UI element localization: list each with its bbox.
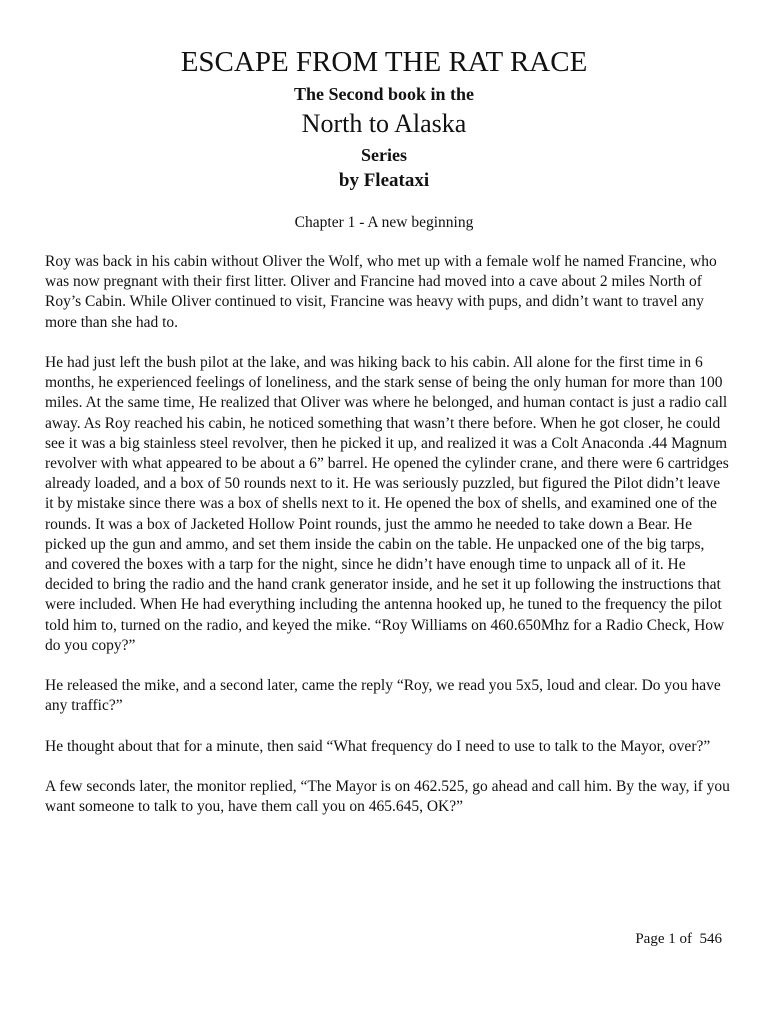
paragraph: He had just left the bush pilot at the lake, and was hiking back to his cabin. All alone for the first time in 6 months, he experienced feelings of loneliness, and the stark sense of being the only human for more than 100 miles. At the same time, He realized that Oliver was where he belonged, and human contact is just a radio call away. As Roy reached his cabin, he noticed something that wasn’t there before. When he got closer, he could see it was a big stainless steel revolver, then he picked it up, and realized it was a Colt Anaconda .44 Magnum revolver with what appeared to be about a 6” barrel. He opened the cylinder crane, and there were 6 cartridges already loaded, and a box of 50 rounds next to it. He was seriously puzzled, but figured the Pilot didn’t leave it by mistake since there was a box of shells next to it. He opened the box of shells, and examined one of the rounds. It was a box of Jacketed Hollow Point rounds, just the ammo he needed to take down a Bear. He picked up the gun and ammo, and set them inside the cabin on the table. He unpacked one of the big tarps, and covered the boxes with a tarp for the night, since he didn’t have enough time to unpack all of it. He decided to bring the radio and the hand crank generator inside, and he set it up following the instructions that were included. When He had everything including the antenna hooked up, he tuned to the frequency the pilot told him to, turned on the radio, and keyed the mike. “Roy Williams on 460.650Mhz for a Radio Check, How do you copy?” (45, 354, 729, 654)
paragraph: A few seconds later, the monitor replied, “The Mayor is on 462.525, go ahead and call him. By the way, if you want someone to talk to you, have them call you on 465.645, OK?” (45, 778, 730, 816)
series-name: North to Alaska (301, 109, 467, 138)
paragraph: Roy was back in his cabin without Oliver the Wolf, who met up with a female wolf he named Francine, who was now pregnant with their first litter. Oliver and Francine had moved into a cave about 2 miles North of Roy’s Cabin. While Oliver continued to visit, Francine was heavy with pups, and didn’t want to travel any more than she had to. (45, 253, 717, 331)
author-byline: by Fleataxi (338, 170, 430, 191)
book-subtitle: The Second book in the (293, 84, 475, 104)
page-number: Page 1 of 546 (635, 931, 722, 947)
chapter-heading: Chapter 1 - A new beginning (294, 214, 474, 231)
chapter-body (45, 252, 730, 838)
book-title: ESCAPE FROM THE RAT RACE (180, 46, 588, 78)
paragraph: He released the mike, and a second later, came the reply “Roy, we read you 5x5, loud and clear. Do you have any traffic?” (45, 677, 721, 715)
series-label: Series (361, 145, 407, 165)
paragraph: He thought about that for a minute, then said “What frequency do I need to use to talk to the Mayor, over?” (45, 737, 711, 755)
